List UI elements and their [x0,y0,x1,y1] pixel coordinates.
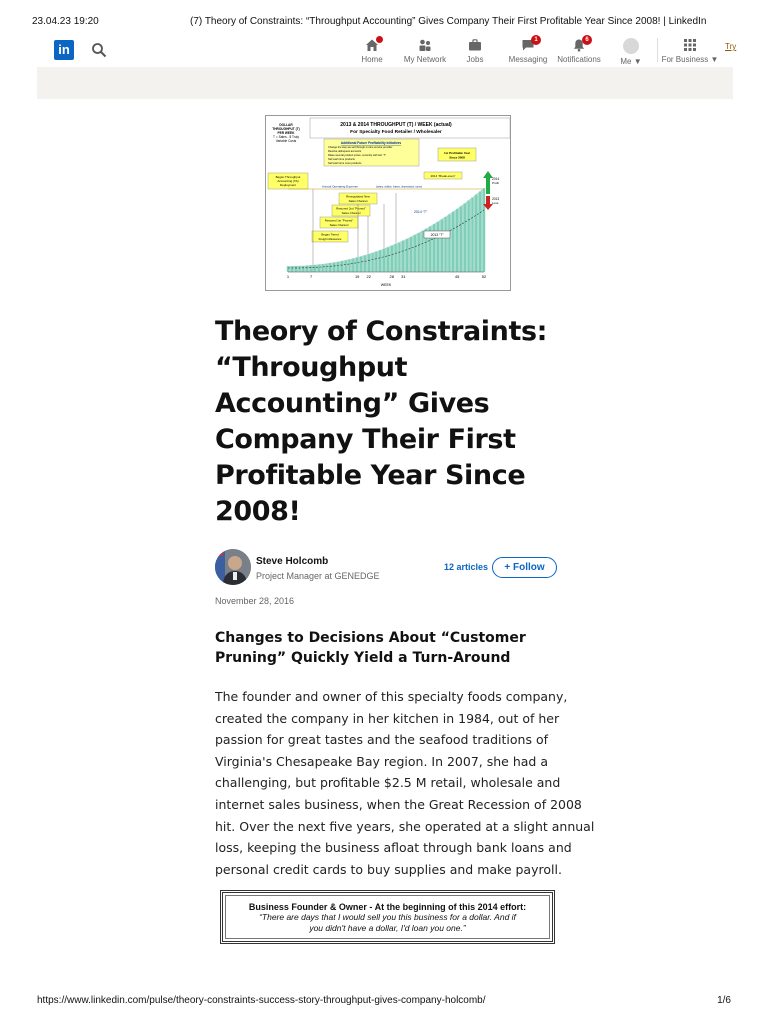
weekly-bar [360,256,363,272]
body-line: personal credit cards to buy supplies and make payroll. [215,861,562,877]
weekly-bar [379,250,382,272]
weekly-bar [371,253,374,272]
weekly-bar [344,260,347,272]
search-icon[interactable] [91,42,107,58]
milestone-label: Restored 1st “Pruned” [324,218,354,223]
weekly-bar [394,244,397,272]
author-name[interactable]: Steve Holcomb [256,556,329,567]
weekly-bar [471,197,474,272]
milestone-label: Sales Channel [348,199,368,203]
initiatives-title: Additional Future Profitability Initiatives [340,141,402,145]
initiative-item: Sell cash time products [328,158,355,161]
weekly-bar [398,242,401,272]
print-page-title: (7) Theory of Constraints: “Throughput Accounting” Gives Company Their First Profitable Year Since 2008! | LinkedIn [190,16,707,27]
body-line: passion for great tastes and the seafood traditions of [215,732,549,748]
weekly-bar [402,240,405,272]
follow-button[interactable]: + Follow [492,557,557,578]
weekly-bar [436,222,439,272]
weekly-bar [290,266,293,272]
weekly-bar [417,233,420,272]
operating-expense-note: (salary, utilities, leases, depreciation, taxes) [376,185,423,189]
body-line: created the company in her kitchen in 1984, out of her [215,710,560,726]
milestone-label: Began Tiered [321,232,339,237]
x-tick-label: 1 [286,274,290,279]
print-datetime: 23.04.23 19:20 [32,16,99,27]
subheading-line: Pruning” Quickly Yield a Turn-Around [215,650,511,666]
notifications-badge: 6 [582,35,592,45]
operating-expense-label: Annual Operating Expense [322,184,358,189]
article-subheading [215,628,535,668]
initiative-item: Change the way we sell through on-line service provider [328,146,393,149]
weekly-bar [310,265,313,272]
weekly-bar [406,239,409,272]
article-title-line: “Throughput [215,352,408,383]
nav-messaging[interactable] [500,38,556,64]
weekly-bar [294,266,297,272]
author-headline: Project Manager at GENEDGE [256,571,380,581]
x-tick-label: 7 [309,274,313,279]
nav-messaging-label: Messaging [508,55,548,64]
print-page-number: 1/6 [717,995,731,1006]
first-profitable-label: 1st Profitable Year [443,151,471,155]
bell-icon [572,37,589,52]
weekly-bar [337,262,340,272]
nav-me-label: Me [620,57,632,66]
weekly-bar [321,264,324,272]
x-tick-label: 45 [454,274,460,279]
initiative-item: Resolve delinquent accounts [328,150,362,153]
nav-notifications-label: Notifications [557,55,601,64]
weekly-bar [352,258,355,272]
y-label-line: DOLLAR [279,123,293,127]
milestone-label: Restored 2nd “Pruned” [336,206,366,211]
article-title-line: Profitable Year Since [215,460,526,491]
x-tick-label: 22 [366,274,371,279]
weekly-bar [287,266,290,272]
article-title-line: Accounting” Gives [215,388,490,419]
weekly-bar [340,261,343,272]
x-tick-label: 31 [401,274,406,279]
milestone-label: Renegotiated New [346,194,370,199]
series-2014-label: 2014 “T” [414,210,428,214]
weekly-bar [333,262,336,272]
home-icon [365,38,379,52]
weekly-bar [463,203,466,272]
y-label-line: PER WEEK [277,131,295,135]
weekly-bar [452,211,455,272]
weekly-bar [390,245,393,272]
nav-notifications[interactable] [551,38,607,64]
weekly-bar [363,255,366,272]
article-title-line: 2008! [215,496,301,527]
profit-arrow [486,176,490,194]
try-premium-link[interactable]: Try [725,42,737,51]
x-axis-label: WEEK [380,283,392,287]
messaging-badge: 1 [531,35,541,45]
weekly-bar [467,200,470,272]
chevron-down-icon: ▼ [710,55,719,64]
nav-my-network[interactable] [397,38,453,64]
weekly-bar [356,257,359,272]
weekly-bar [298,266,301,272]
article-title-line: Company Their First [215,424,516,455]
messaging-icon [521,37,538,52]
weekly-bar [383,249,386,272]
nav-home-label: Home [361,55,383,64]
weekly-bar [444,217,447,272]
nav-for-business[interactable] [661,38,719,64]
weekly-bar [413,235,416,272]
body-line: challenging, but profitable $2.5 M retail, wholesale and [215,775,561,791]
profit-2014-label: Profit [492,181,500,185]
weekly-bar [314,265,317,272]
x-tick-label: 52 [481,274,487,279]
weekly-bar [387,247,390,272]
weekly-bar [367,254,370,272]
y-label-line: T = Sales - $ Truly [273,135,299,139]
quote-line: you didn't have a dollar, I'd loan you one.” [309,923,466,933]
weekly-bar [375,251,378,272]
body-line: Virginia's Chesapeake Bay region. In 2007, she had a [215,753,548,769]
weekly-bar [421,231,424,272]
body-line: loss, keeping the business afloat through bank loans and [215,840,572,856]
chevron-down-icon: ▼ [633,57,642,66]
y-label-line: THROUGHPUT (T) [272,127,300,131]
quote-line: “There are days that I would sell you this business for a dollar. And if [259,912,516,922]
throughput-chart-svg [266,116,510,290]
author-articles-link[interactable]: 12 articles [444,562,489,572]
nav-divider [657,38,658,62]
nav-my-network-label: My Network [403,55,447,64]
founder-quote-box [220,890,555,944]
nav-jobs[interactable] [447,38,503,64]
profit-2014-label: 2014 [492,177,500,181]
linkedin-logo[interactable]: in [54,40,74,60]
y-label-line: Variable Costs [275,139,297,143]
body-line: hit. Over the next five years, she operated at a slight annual [215,818,595,834]
throughput-chart-figure [265,115,511,291]
top-navbar [37,36,737,66]
x-tick-label: 28 [389,274,394,279]
weekly-bar [306,265,309,272]
weekly-bar [317,264,320,272]
first-profitable-label: Since 2008 [449,155,465,160]
milestone-label: Sales Channel [329,223,349,227]
print-url: https://www.linkedin.com/pulse/theory-constraints-success-story-throughput-gives-company-holcomb/ [37,995,486,1006]
article-title [215,314,555,530]
loss-2013-label: Loss [492,201,499,205]
article-body-paragraph [215,686,595,880]
home-notification-dot [376,36,383,43]
milestone-label: Freight Allowance [318,237,342,241]
weekly-bar [410,237,413,272]
weekly-bar [456,209,459,272]
page-background-band [37,67,733,99]
briefcase-icon [468,38,482,52]
series-2013-label: 2013 “T” [430,233,444,237]
begin-ta-label: Accounting (TA) [277,179,299,183]
initiative-item: Raise several product prices, currently with low “T” [328,154,387,157]
weekly-bar [475,194,478,272]
chart-title-line2: For Specialty Food Retailer / Wholesaler [350,130,442,135]
chart-title-line1: 2013 & 2014 THROUGHPUT (T) / WEEK (actual) [340,122,452,128]
nav-home[interactable] [344,38,400,64]
network-icon [418,38,432,52]
body-line: internet sales business, when the Great Recession of 2008 [215,796,582,812]
weekly-bar [325,263,328,272]
break-even-label: 2014 “Break-even” [430,174,456,178]
me-avatar [623,38,639,54]
quote-heading: Business Founder & Owner - At the beginning of this 2014 effort: [248,902,527,912]
weekly-bar [329,263,332,272]
x-tick-label: 19 [354,274,360,279]
grid-icon [683,38,697,52]
weekly-bar [460,206,463,272]
subheading-line: Changes to Decisions About “Customer [215,630,526,646]
article-title-line: Theory of Constraints: [215,316,548,347]
founder-quote-inner [225,895,550,939]
body-line: The founder and owner of this specialty foods company, [215,689,568,704]
weekly-bar [448,214,451,272]
loss-2013-label: 2013 [492,197,500,201]
publish-date: November 28, 2016 [215,596,295,606]
weekly-bar [302,266,305,272]
weekly-bar [440,219,443,272]
nav-me[interactable] [603,38,659,66]
nav-jobs-label: Jobs [466,55,484,64]
milestone-label: Sales Channel [341,211,361,215]
weekly-bar [483,188,486,272]
print-header [32,16,738,30]
weekly-bar [348,259,351,272]
nav-for-business-label: For Business [661,55,709,64]
weekly-bar [479,191,482,272]
initiative-item: Sell cash time more products [328,162,362,165]
begin-ta-label: Began Throughput [275,175,301,179]
begin-ta-label: Deployment [279,183,297,187]
author-avatar[interactable] [215,549,251,585]
